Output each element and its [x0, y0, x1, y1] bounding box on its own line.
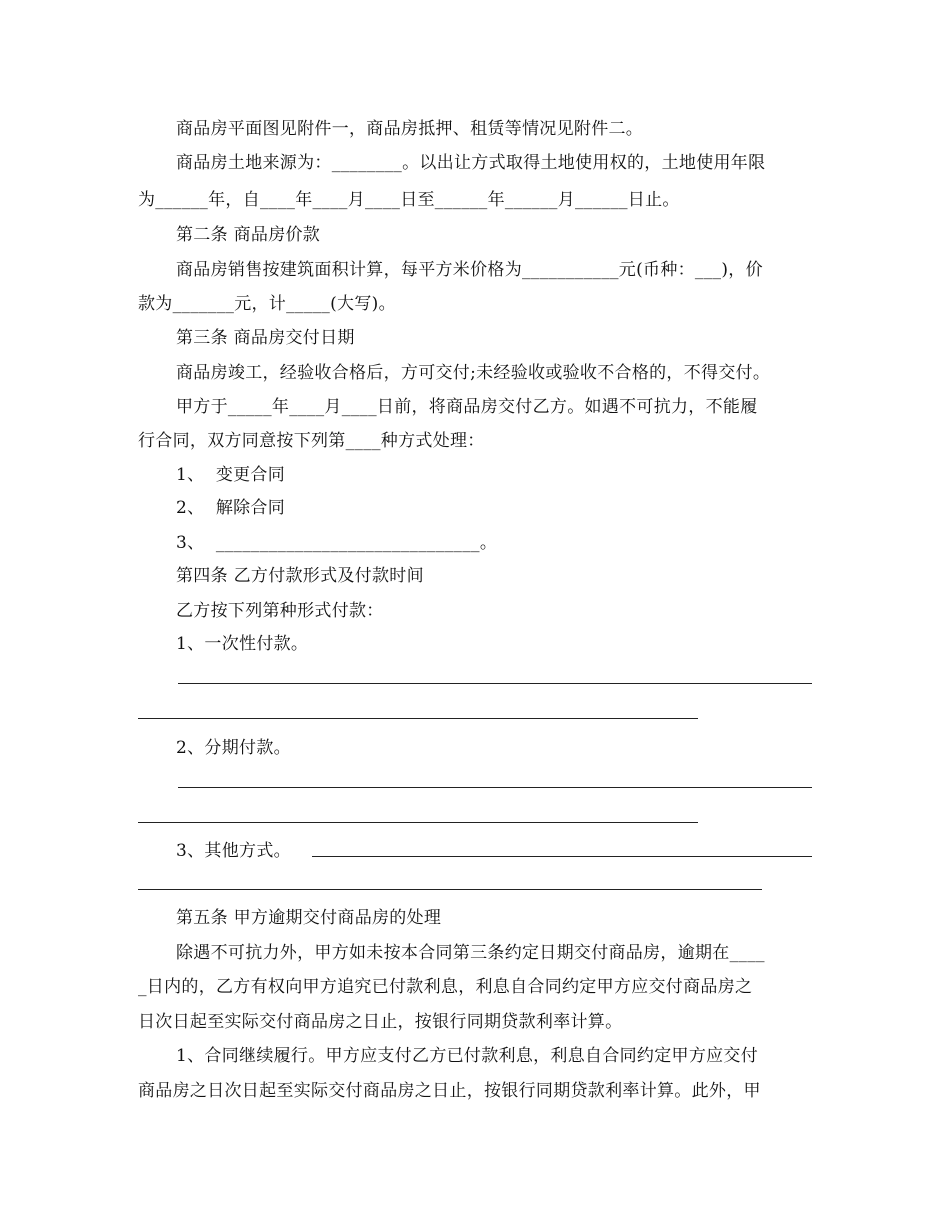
- section-heading: 第二条 商品房价款: [176, 225, 321, 245]
- text-line: 商品房销售按建筑面积计算，每平方米价格为___________元(币种：___)，价: [176, 260, 763, 280]
- text-line: 商品房平面图见附件一，商品房抵押、租赁等情况见附件二。: [176, 119, 644, 139]
- fill-in-line: [178, 787, 812, 788]
- fill-in-line: [138, 718, 698, 719]
- list-item: 3、 ______________________________。: [176, 533, 498, 553]
- section-heading: 第四条 乙方付款形式及付款时间: [176, 566, 424, 586]
- text-line: 日次日起至实际交付商品房之日止，按银行同期贷款利率计算。: [138, 1012, 623, 1032]
- list-item: 3、其他方式。: [176, 841, 291, 861]
- text-line: 商品房之日次日起至实际交付商品房之日止，按银行同期贷款利率计算。此外，甲: [138, 1081, 761, 1101]
- text-line: 商品房竣工，经验收合格后，方可交付;未经验收或验收不合格的，不得交付。: [176, 363, 771, 383]
- section-heading: 第五条 甲方逾期交付商品房的处理: [176, 908, 442, 928]
- fill-in-line: [178, 683, 812, 684]
- list-item: 2、 解除合同: [176, 498, 286, 518]
- text-line: 款为_______元，计_____(大写)。: [138, 294, 396, 314]
- text-line: 商品房土地来源为：________。以出让方式取得土地使用权的，土地使用年限: [176, 153, 766, 173]
- list-item: 1、 变更合同: [176, 465, 286, 485]
- text-line: 行合同，双方同意按下列第____种方式处理：: [138, 431, 485, 451]
- list-item: 2、分期付款。: [176, 738, 291, 758]
- text-line: 乙方按下列第种形式付款：: [176, 601, 384, 621]
- fill-in-line: [138, 889, 762, 890]
- fill-in-line: [312, 856, 812, 857]
- text-line: 除遇不可抗力外，甲方如未按本合同第三条约定日期交付商品房，逾期在____: [176, 943, 765, 963]
- list-item: 1、一次性付款。: [176, 634, 309, 654]
- text-line: 1、合同继续履行。甲方应支付乙方已付款利息，利息自合同约定甲方应交付: [176, 1046, 759, 1066]
- fill-in-line: [138, 822, 698, 823]
- text-line: 甲方于_____年____月____日前，将商品房交付乙方。如遇不可抗力，不能履: [176, 397, 758, 417]
- text-line: 为______年，自____年____月____日至______年______月______日止。: [138, 190, 680, 210]
- text-line: _日内的，乙方有权向甲方追究已付款利息，利息自合同约定甲方应交付商品房之: [138, 977, 753, 997]
- section-heading: 第三条 商品房交付日期: [176, 328, 355, 348]
